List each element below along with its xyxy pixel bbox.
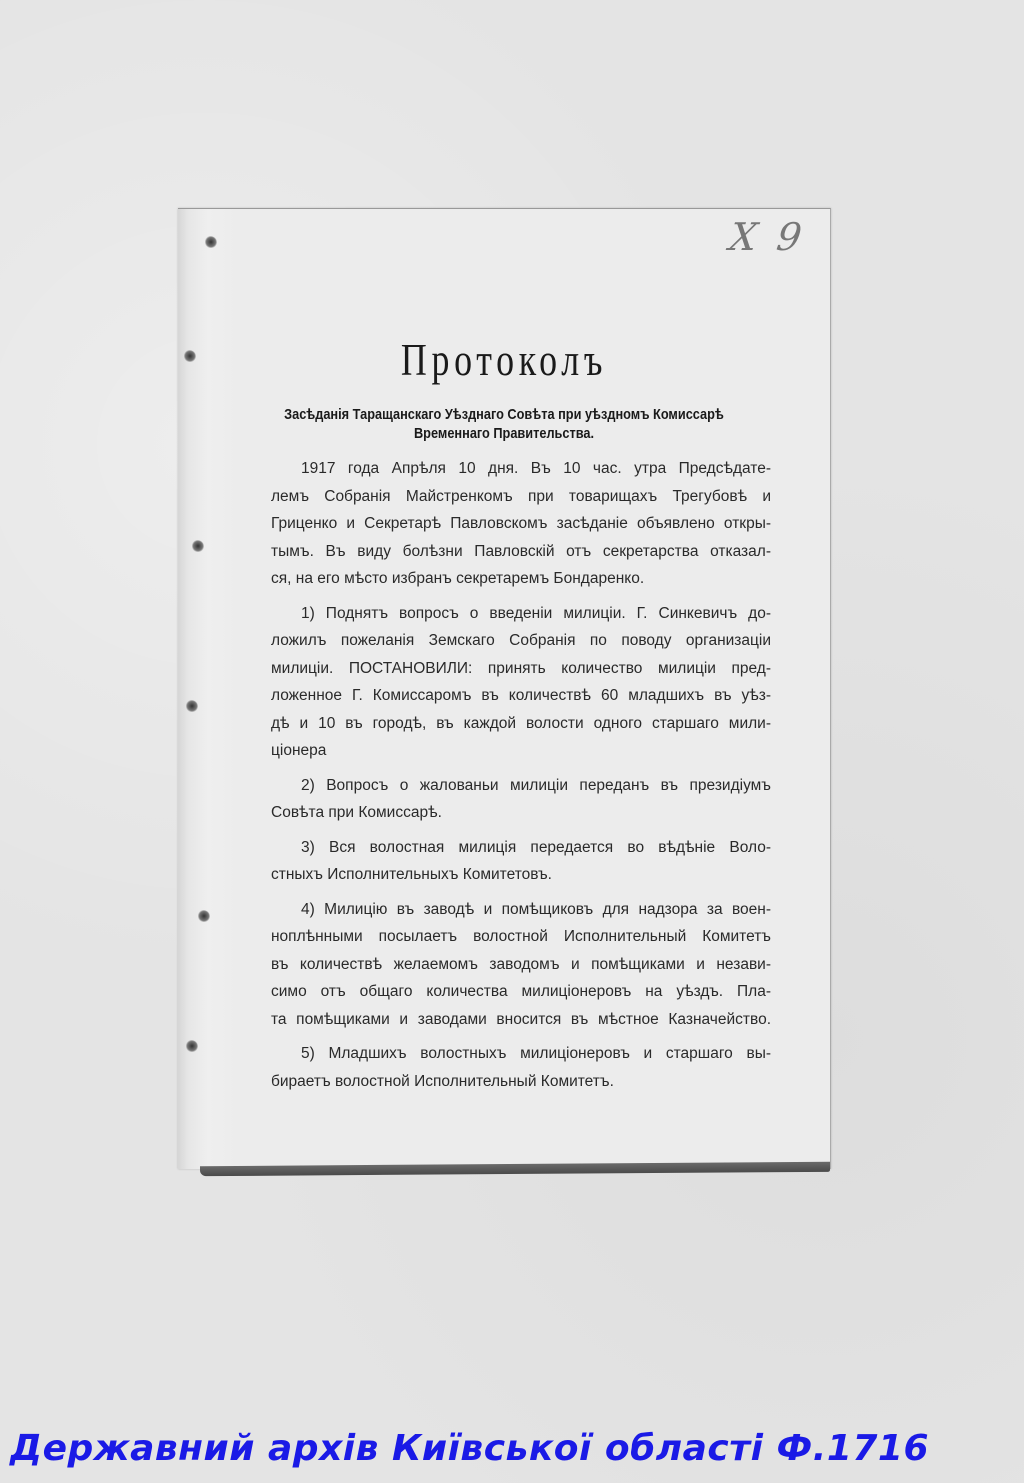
paragraph-item-3 <box>271 834 771 889</box>
binding-hole-mark <box>186 700 198 712</box>
paragraph-item-2 <box>271 772 771 827</box>
text-line: ложилъ пожеланія Земскаго Собранія по поводу организаціи <box>271 632 771 649</box>
text-line: милиціи. ПОСТАНОВИЛИ: принять количество милиціи пред- <box>271 659 771 677</box>
binding-hole-mark <box>198 910 210 922</box>
paragraph-opening <box>271 455 771 593</box>
text-line: та помѣщиками и заводами вносится въ мѣстное Казначейство. <box>271 1010 771 1028</box>
archive-watermark-caption: Державний архів Київської області Ф.1716 <box>10 1428 930 1469</box>
text-line: симо отъ общаго количества милиціонеровъ на уѣздъ. Пла- <box>271 983 771 1000</box>
text-line: лемъ Собранія Майстренкомъ при товарищахъ Трегубовѣ и <box>271 487 771 505</box>
text-line: тымъ. Въ виду болѣзни Павловскій отъ секретарства отказал- <box>271 542 771 560</box>
text-line: 4) Милицію въ заводѣ и помѣщиковъ для надзора за воен- <box>301 900 771 918</box>
text-line: 1917 года Апрѣля 10 дня. Въ 10 час. утра Предсѣдате- <box>301 460 771 477</box>
subtitle-line: Временнаго Правительства. <box>413 425 595 442</box>
text-line: ноплѣнными посылаетъ волостной Исполнительный Комитетъ <box>271 928 771 945</box>
binding-hole-mark <box>184 350 196 362</box>
text-line: дѣ и 10 въ городѣ, въ каждой волости одного старшаго мили- <box>271 714 771 732</box>
paragraph-item-5 <box>271 1040 771 1095</box>
text-line: ся, на его мѣсто избранъ секретаремъ Бондаренко. <box>271 570 645 587</box>
binding-hole-mark <box>192 540 204 552</box>
handwritten-page-number: X 9 <box>726 215 809 259</box>
text-line: бираетъ волостной Исполнительный Комитетъ. <box>271 1072 614 1090</box>
binding-hole-mark <box>186 1040 198 1052</box>
paragraph-item-4 <box>271 896 771 1034</box>
subtitle-line: Засѣданія Таращанскаго Уѣзднаго Совѣта при уѣздномъ Комиссарѣ <box>284 406 724 423</box>
text-line: 2) Вопросъ о жалованьи милиціи переданъ въ президіумъ <box>301 776 771 794</box>
text-line: Гриценко и Секретарѣ Павловскомъ засѣданіе объявлено откры- <box>271 515 771 532</box>
text-line: 1) Поднятъ вопросъ о введеніи милиціи. Г. Синкевичъ до- <box>301 604 771 622</box>
document-subtitle <box>178 405 830 443</box>
document-body <box>271 455 771 1102</box>
text-line: ціонера <box>271 742 327 759</box>
text-line: 5) Младшихъ волостныхъ милиціонеровъ и старшаго вы- <box>301 1045 771 1062</box>
text-line: 3) Вся волостная милиція передается во вѣдѣніе Воло- <box>301 838 771 856</box>
paragraph-item-1 <box>271 600 771 765</box>
text-line: Совѣта при Комиссарѣ. <box>271 804 442 821</box>
document-title: Протоколъ <box>400 334 608 385</box>
text-line: въ количествѣ желаемомъ заводомъ и помѣщиками и незави- <box>271 955 771 973</box>
binding-hole-mark <box>205 236 217 248</box>
text-line: стныхъ Исполнительныхъ Комитетовъ. <box>271 866 552 883</box>
text-line: ложенное Г. Комиссаромъ въ количествѣ 60 младшихъ въ уѣз- <box>271 687 771 704</box>
